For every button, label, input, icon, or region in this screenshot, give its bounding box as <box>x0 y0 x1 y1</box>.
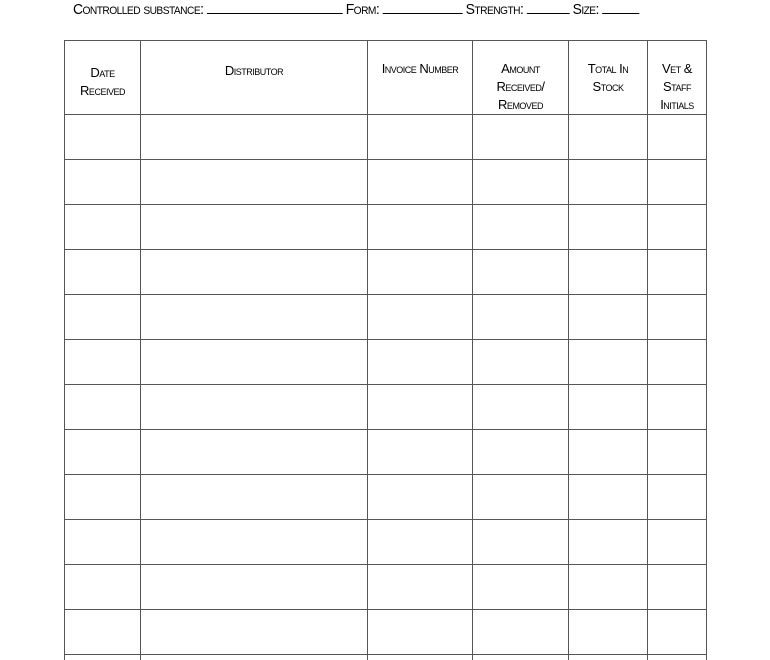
controlled-substance-blank[interactable] <box>207 0 343 14</box>
cell-total[interactable] <box>569 565 648 610</box>
column-header-initials: Vet & Staff Initials <box>648 41 707 115</box>
cell-invoice[interactable] <box>368 205 473 250</box>
cell-invoice[interactable] <box>368 385 473 430</box>
cell-total[interactable] <box>569 250 648 295</box>
cell-date[interactable] <box>65 385 141 430</box>
cell-amount[interactable] <box>473 205 569 250</box>
cell-invoice[interactable] <box>368 340 473 385</box>
table-row <box>65 385 707 430</box>
cell-total[interactable] <box>569 430 648 475</box>
cell-invoice[interactable] <box>368 610 473 655</box>
cell-initials[interactable] <box>648 295 707 340</box>
table-row <box>65 610 707 655</box>
cell-initials[interactable] <box>648 520 707 565</box>
cell-date[interactable] <box>65 610 141 655</box>
table-row <box>65 565 707 610</box>
cell-date[interactable] <box>65 430 141 475</box>
cell-date[interactable] <box>65 115 141 160</box>
cell-date[interactable] <box>65 250 141 295</box>
cell-total[interactable] <box>569 655 648 660</box>
cell-amount[interactable] <box>473 160 569 205</box>
cell-total[interactable] <box>569 115 648 160</box>
cell-initials[interactable] <box>648 205 707 250</box>
cell-invoice[interactable] <box>368 430 473 475</box>
cell-total[interactable] <box>569 205 648 250</box>
cell-total[interactable] <box>569 340 648 385</box>
cell-initials[interactable] <box>648 610 707 655</box>
column-header-total-in-stock: Total In Stock <box>569 41 648 115</box>
cell-initials[interactable] <box>648 475 707 520</box>
cell-invoice[interactable] <box>368 655 473 660</box>
cell-initials[interactable] <box>648 385 707 430</box>
cell-initials[interactable] <box>648 250 707 295</box>
cell-invoice[interactable] <box>368 475 473 520</box>
strength-blank[interactable] <box>527 0 570 14</box>
strength-label: Strength: <box>465 1 524 18</box>
cell-invoice[interactable] <box>368 520 473 565</box>
cell-distributor[interactable] <box>141 340 368 385</box>
table-row <box>65 250 707 295</box>
size-blank[interactable] <box>603 0 640 14</box>
cell-total[interactable] <box>569 160 648 205</box>
controlled-substance-log-table <box>64 40 707 660</box>
size-label: Size: <box>572 1 599 18</box>
cell-date[interactable] <box>65 340 141 385</box>
cell-distributor[interactable] <box>141 160 368 205</box>
header-fields-line <box>73 0 643 20</box>
cell-distributor[interactable] <box>141 250 368 295</box>
cell-date[interactable] <box>65 520 141 565</box>
table-row <box>65 475 707 520</box>
column-header-distributor: Distributor <box>141 41 368 115</box>
cell-total[interactable] <box>569 475 648 520</box>
table-row <box>65 655 707 660</box>
cell-invoice[interactable] <box>368 160 473 205</box>
cell-initials[interactable] <box>648 115 707 160</box>
table-body <box>65 115 707 660</box>
cell-invoice[interactable] <box>368 295 473 340</box>
cell-distributor[interactable] <box>141 205 368 250</box>
cell-invoice[interactable] <box>368 250 473 295</box>
cell-invoice[interactable] <box>368 565 473 610</box>
table-row <box>65 205 707 250</box>
cell-distributor[interactable] <box>141 565 368 610</box>
cell-amount[interactable] <box>473 475 569 520</box>
cell-initials[interactable] <box>648 565 707 610</box>
cell-date[interactable] <box>65 160 141 205</box>
cell-amount[interactable] <box>473 520 569 565</box>
cell-amount[interactable] <box>473 655 569 660</box>
cell-total[interactable] <box>569 610 648 655</box>
cell-amount[interactable] <box>473 115 569 160</box>
controlled-substance-label: Controlled substance: <box>73 1 204 18</box>
cell-initials[interactable] <box>648 340 707 385</box>
column-header-date-received: Date Received <box>65 41 141 115</box>
cell-amount[interactable] <box>473 430 569 475</box>
form-blank[interactable] <box>383 0 463 14</box>
cell-distributor[interactable] <box>141 610 368 655</box>
cell-distributor[interactable] <box>141 115 368 160</box>
cell-distributor[interactable] <box>141 385 368 430</box>
cell-total[interactable] <box>569 520 648 565</box>
cell-amount[interactable] <box>473 250 569 295</box>
cell-distributor[interactable] <box>141 295 368 340</box>
table-row <box>65 430 707 475</box>
column-header-invoice-number: Invoice Number <box>368 41 473 115</box>
cell-amount[interactable] <box>473 295 569 340</box>
cell-distributor[interactable] <box>141 520 368 565</box>
cell-date[interactable] <box>65 565 141 610</box>
cell-date[interactable] <box>65 295 141 340</box>
cell-distributor[interactable] <box>141 655 368 660</box>
form-label: Form: <box>345 1 380 18</box>
table-header-row <box>65 41 707 115</box>
cell-initials[interactable] <box>648 430 707 475</box>
cell-total[interactable] <box>569 295 648 340</box>
cell-amount[interactable] <box>473 610 569 655</box>
cell-invoice[interactable] <box>368 115 473 160</box>
table-row <box>65 115 707 160</box>
cell-date[interactable] <box>65 475 141 520</box>
column-header-amount: Amount Received/ Removed <box>473 41 569 115</box>
table-row <box>65 520 707 565</box>
cell-distributor[interactable] <box>141 430 368 475</box>
cell-amount[interactable] <box>473 565 569 610</box>
cell-distributor[interactable] <box>141 475 368 520</box>
cell-total[interactable] <box>569 385 648 430</box>
cell-amount[interactable] <box>473 385 569 430</box>
cell-initials[interactable] <box>648 655 707 660</box>
cell-date[interactable] <box>65 655 141 660</box>
cell-date[interactable] <box>65 205 141 250</box>
table-row <box>65 340 707 385</box>
table-row <box>65 160 707 205</box>
cell-initials[interactable] <box>648 160 707 205</box>
table-row <box>65 295 707 340</box>
cell-amount[interactable] <box>473 340 569 385</box>
